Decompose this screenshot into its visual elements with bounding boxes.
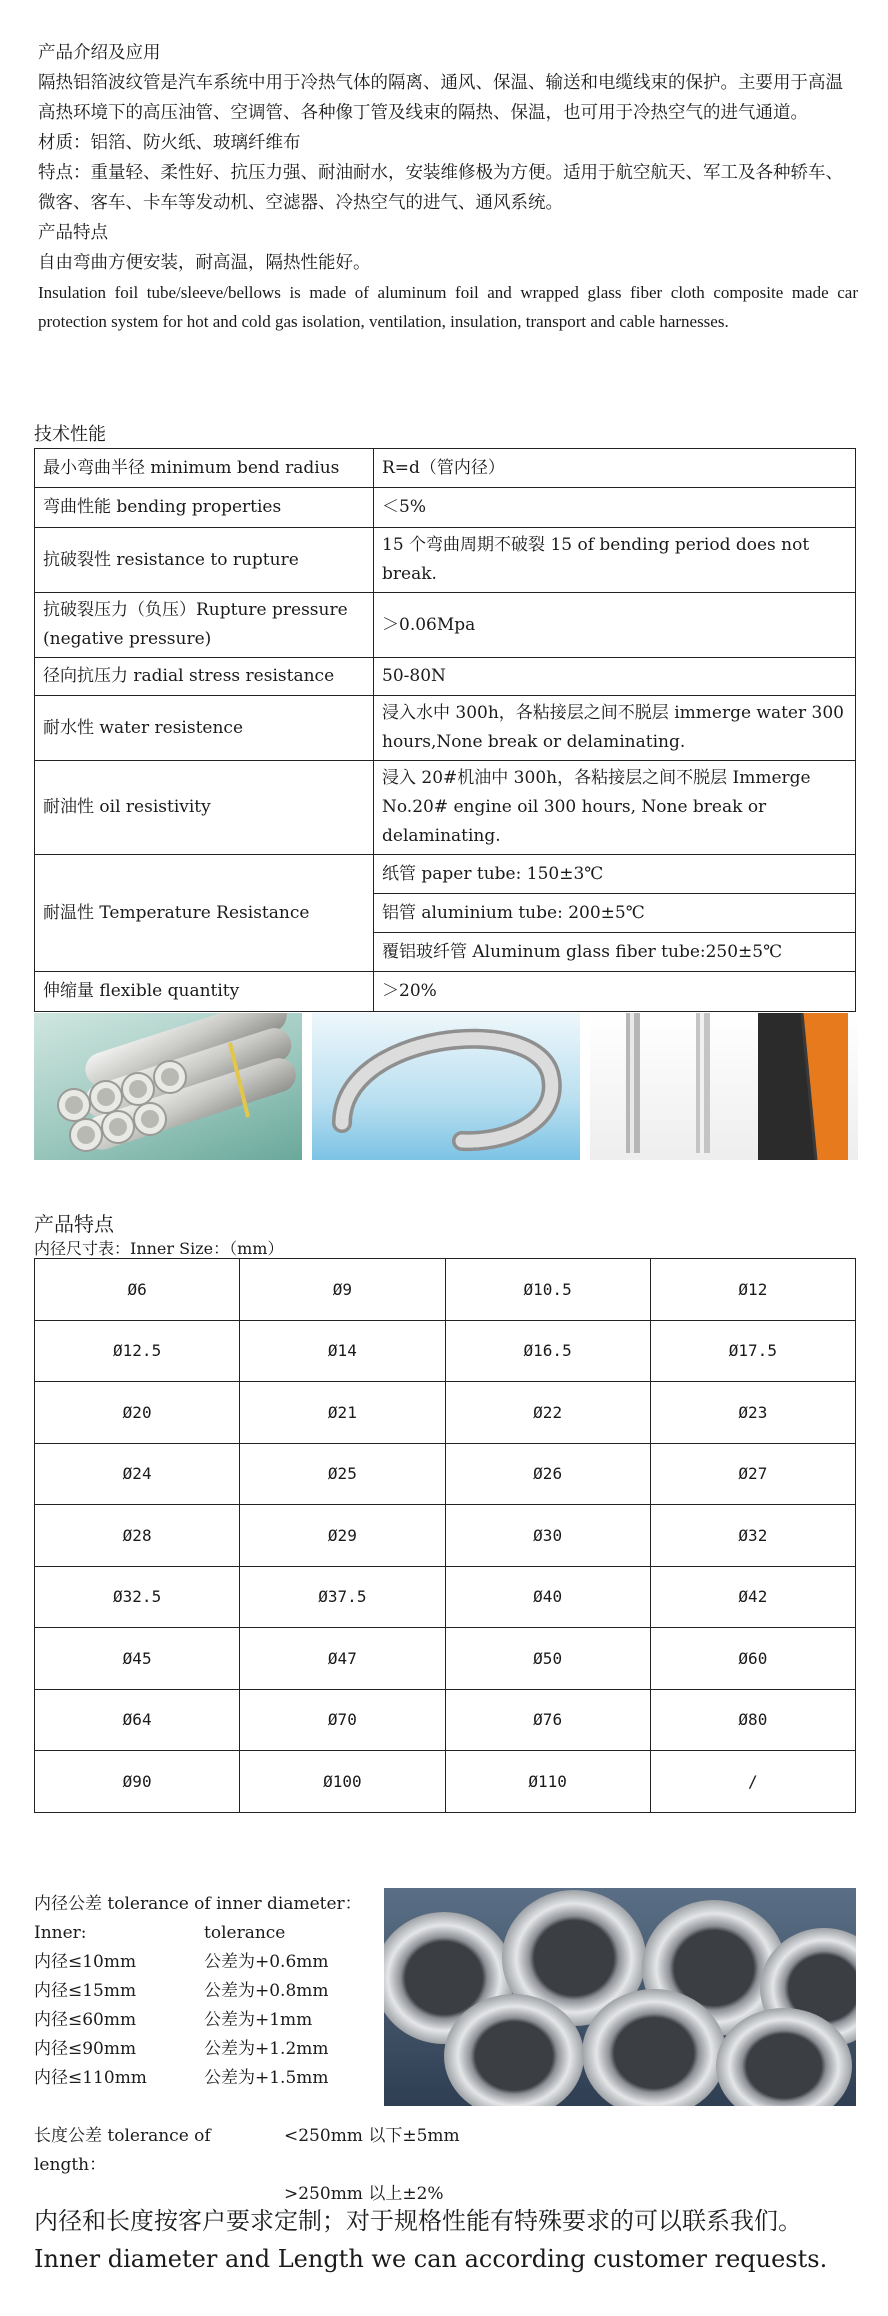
size-cell: Ø21 [240,1382,445,1444]
size-table [34,1258,856,1813]
inner-header: Inner: [34,1923,87,1943]
product-photos [34,1013,858,1160]
spec-key: 耐油性 oil resistivity [35,761,374,855]
size-cell: / [650,1751,855,1813]
spec-value: 浸入水中 300h，各粘接层之间不脱层 immerge water 300 hours,None break or delaminating. [374,696,856,761]
list-item [34,1977,362,2006]
size-cell: Ø27 [650,1443,855,1505]
footer-en: Inner diameter and Length we can according customer requests. [34,2245,828,2273]
size-cell: Ø10.5 [445,1259,650,1321]
size-cell: Ø70 [240,1689,445,1751]
inner-limit: 内径≤60mm [34,2010,137,2030]
inner-limit: 内径≤90mm [34,2039,137,2059]
size-cell: Ø23 [650,1382,855,1444]
table-row [35,855,856,894]
table-row [35,593,856,658]
tolerance-value: 公差为+0.6mm [204,1952,329,1972]
size-cell: Ø50 [445,1628,650,1690]
features-paragraph: 特点：重量轻、柔性好、抗压力强、耐油耐水，安装维修极为方便。适用于航空航天、军工及各种轿车、微客、客车、卡车等发动机、空滤器、冷热空气的进气、通风系统。 [38,163,843,213]
english-description: Insulation foil tube/sleeve/bellows is made of aluminum foil and wrapped glass fiber cloth composite made car protection system for hot and cold gas isolation, ventilation, insulation, transport and cable harnesses. [38,283,858,331]
size-cell: Ø22 [445,1382,650,1444]
size-cell: Ø76 [445,1689,650,1751]
length-long: >250mm 以上±2% [284,2184,444,2204]
size-cell: Ø30 [445,1505,650,1567]
size-cell: Ø29 [240,1505,445,1567]
list-item [34,2064,362,2093]
size-cell: Ø9 [240,1259,445,1321]
spec-key: 抗破裂性 resistance to rupture [35,528,374,593]
size-cell: Ø28 [35,1505,240,1567]
size-cell: Ø14 [240,1320,445,1382]
spec-key: 径向抗压力 radial stress resistance [35,658,374,696]
size-cell: Ø60 [650,1628,855,1690]
table-row [35,696,856,761]
spec-key: 最小弯曲半径 minimum bend radius [35,449,374,488]
table-row [35,1259,856,1321]
intro-paragraph: 隔热铝箔波纹管是汽车系统中用于冷热气体的隔离、通风、保温、输送和电缆线束的保护。主要用于高温高热环境下的高压油管、空调管、各种像丁管及线束的隔热、保温，也可用于冷热空气的进气通道。 [38,73,843,123]
tolerance-value: 公差为+0.8mm [204,1981,329,2001]
bent-tube-photo [312,1013,580,1160]
spec-key: 伸缩量 flexible quantity [35,972,374,1012]
spec-key: 抗破裂压力（负压）Rupture pressure (negative pressure) [35,593,374,658]
table-row [35,1320,856,1382]
spec-value: ＞20% [374,972,856,1012]
length-short: <250mm 以下±5mm [284,2126,460,2146]
tube-types-photo [590,1013,858,1160]
list-item [34,1948,362,1977]
product-intro [38,38,858,336]
table-row [35,1566,856,1628]
tube-bundle-photo [34,1013,302,1160]
size-cell: Ø24 [35,1443,240,1505]
size-cell: Ø16.5 [445,1320,650,1382]
length-row [34,2122,460,2180]
spec-value: ＞0.06Mpa [374,593,856,658]
spec-heading: 技术性能 [34,424,106,445]
table-row [35,658,856,696]
tolerance-section [34,1890,362,2093]
spec-key: 耐温性 Temperature Resistance [35,855,374,972]
table-row [35,449,856,488]
spec-table [34,448,856,1012]
size-cell: Ø17.5 [650,1320,855,1382]
size-cell: Ø80 [650,1689,855,1751]
spec-value: 纸管 paper tube: 150±3℃ [374,855,856,894]
tolerance-title: 内径公差 tolerance of inner diameter： [34,1894,362,1914]
table-row [35,972,856,1012]
table-row [35,1751,856,1813]
material-line: 材质：铝箔、防火纸、玻璃纤维布 [38,133,301,153]
spec-value: 覆铝玻纤管 Aluminum glass fiber tube:250±5℃ [374,933,856,972]
table-row [35,1628,856,1690]
footer-cn: 内径和长度按客户要求定制；对于规格性能有特殊要求的可以联系我们。 [34,2207,802,2235]
size-cell: Ø100 [240,1751,445,1813]
size-subheading: 内径尺寸表：Inner Size：（mm） [34,1239,284,1258]
tolerance-value: 公差为+1.2mm [204,2039,329,2059]
size-cell: Ø32.5 [35,1566,240,1628]
length-tolerance [34,2122,460,2209]
customization-note [34,2202,827,2278]
tolerance-header [34,1919,362,1948]
tolerance-value: 公差为+1.5mm [204,2068,329,2088]
size-cell: Ø12 [650,1259,855,1321]
size-cell: Ø26 [445,1443,650,1505]
table-row [35,528,856,593]
spec-value: 浸入 20#机油中 300h，各粘接层之间不脱层 Immerge No.20# engine oil 300 hours, None break or delaminating. [374,761,856,855]
features-heading: 产品特点 [38,223,108,243]
size-cell: Ø25 [240,1443,445,1505]
tolerance-header-label: tolerance [204,1923,286,1943]
list-item [34,2006,362,2035]
table-row [35,1505,856,1567]
size-cell: Ø45 [35,1628,240,1690]
size-cell: Ø42 [650,1566,855,1628]
size-heading: 产品特点 [34,1212,114,1236]
size-cell: Ø20 [35,1382,240,1444]
size-cell: Ø110 [445,1751,650,1813]
spec-key: 耐水性 water resistence [35,696,374,761]
size-cell: Ø47 [240,1628,445,1690]
list-item [34,2035,362,2064]
inner-limit: 内径≤110mm [34,2068,147,2088]
size-cell: Ø37.5 [240,1566,445,1628]
length-label: 长度公差 tolerance of length： [34,2126,211,2175]
spec-value: ＜5% [374,488,856,528]
features-line: 自由弯曲方便安装，耐高温，隔热性能好。 [38,253,371,273]
intro-heading: 产品介绍及应用 [38,43,161,63]
size-cell: Ø32 [650,1505,855,1567]
spec-value: 15 个弯曲周期不破裂 15 of bending period does not break. [374,528,856,593]
table-row [35,761,856,855]
tolerance-value: 公差为+1mm [204,2010,313,2030]
spec-key: 弯曲性能 bending properties [35,488,374,528]
size-cell: Ø40 [445,1566,650,1628]
table-row [35,1689,856,1751]
spec-value: 50-80N [374,658,856,696]
size-cell: Ø90 [35,1751,240,1813]
size-cell: Ø64 [35,1689,240,1751]
size-cell: Ø6 [35,1259,240,1321]
inner-limit: 内径≤10mm [34,1952,137,1972]
spec-value: 铝管 aluminium tube: 200±5℃ [374,894,856,933]
spec-value: R=d（管内径） [374,449,856,488]
table-row [35,1443,856,1505]
size-cell: Ø12.5 [35,1320,240,1382]
inner-limit: 内径≤15mm [34,1981,137,2001]
tubes-closeup-photo [384,1888,856,2106]
table-row [35,488,856,528]
table-row [35,1382,856,1444]
